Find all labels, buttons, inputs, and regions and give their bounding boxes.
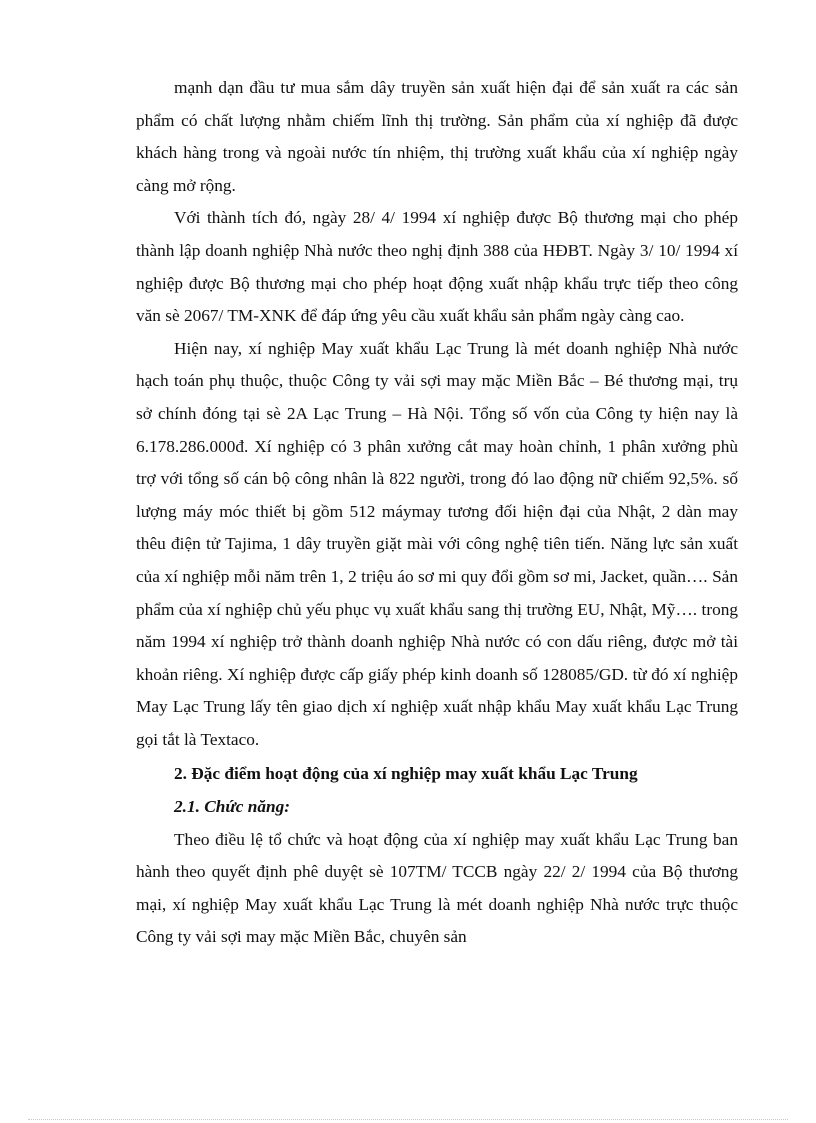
paragraph-2: Với thành tích đó, ngày 28/ 4/ 1994 xí nghiệp được Bộ thương mại cho phép thành lập doanh nghiệp Nhà nước theo nghị định 388 của HĐBT. Ngày 3/ 10/ 1994 xí nghiệp được Bộ thương mại cho phép hoạt động xuất nhập khẩu trực tiếp theo công văn sè 2067/ TM-XNK để đáp ứng yêu cầu xuất khẩu sản phẩm ngày càng cao.: [136, 208, 738, 326]
document-body: [136, 72, 738, 954]
paragraph-3: Hiện nay, xí nghiệp May xuất khẩu Lạc Trung là mét doanh nghiệp Nhà nước hạch toán phụ thuộc, thuộc Công ty vải sợi may mặc Miền Bắc – Bé thương mại, trụ sở chính đóng tại sè 2A Lạc Trung – Hà Nội. Tổng số vốn của Công ty hiện nay là 6.178.286.000đ. Xí nghiệp có 3 phân xưởng cắt may hoàn chỉnh, 1 phân xưởng phù trợ với tổng số cán bộ công nhân là 822 người, trong đó lao động nữ chiếm 92,5%. số lượng máy móc thiết bị gồm 512 máymay tương đối hiện đại của Nhật, 2 dàn may thêu điện tử Tajima, 1 dây truyền giặt mài với công nghệ tiên tiến. Năng lực sản xuất của xí nghiệp mỗi năm trên 1, 2 triệu áo sơ mi quy đổi gồm sơ mi, Jacket, quần…. Sản phẩm của xí nghiệp chủ yếu phục vụ xuất khẩu sang thị trường EU, Nhật, Mỹ…. trong năm 1994 xí nghiệp trở thành doanh nghiệp Nhà nước có con dấu riêng, được mở tài khoản riêng. Xí nghiệp được cấp giấy phép kinh doanh số 128085/GD. từ đó xí nghiệp May Lạc Trung lấy tên giao dịch xí nghiệp xuất nhập khẩu May xuất khẩu Lạc Trung gọi tắt là Textaco.: [136, 338, 738, 749]
section-heading: 2. Đặc điểm hoạt động của xí nghiệp may xuất khẩu Lạc Trung: [174, 764, 638, 784]
paragraph-1: mạnh dạn đầu tư mua sắm dây truyền sản xuất hiện đại để sản xuất ra các sản phẩm có chất lượng nhằm chiếm lĩnh thị trường. Sản phẩm của xí nghiệp đã được khách hàng trong và ngoài nước tín nhiệm, thị trường xuất khẩu của xí nghiệp ngày càng mở rộng.: [136, 78, 738, 195]
subsection-heading: 2.1. Chức năng:: [174, 797, 290, 817]
paragraph-4: Theo điều lệ tổ chức và hoạt động của xí nghiệp may xuất khẩu Lạc Trung ban hành theo quyết định phê duyệt sè 107TM/ TCCB ngày 22/ 2/ 1994 của Bộ thương mại, xí nghiệp May xuất khẩu Lạc Trung là mét doanh nghiệp Nhà nước trực thuộc Công ty vải sợi may mặc Miền Bắc, chuyên sản: [136, 829, 738, 947]
footer-divider: [28, 1119, 788, 1120]
